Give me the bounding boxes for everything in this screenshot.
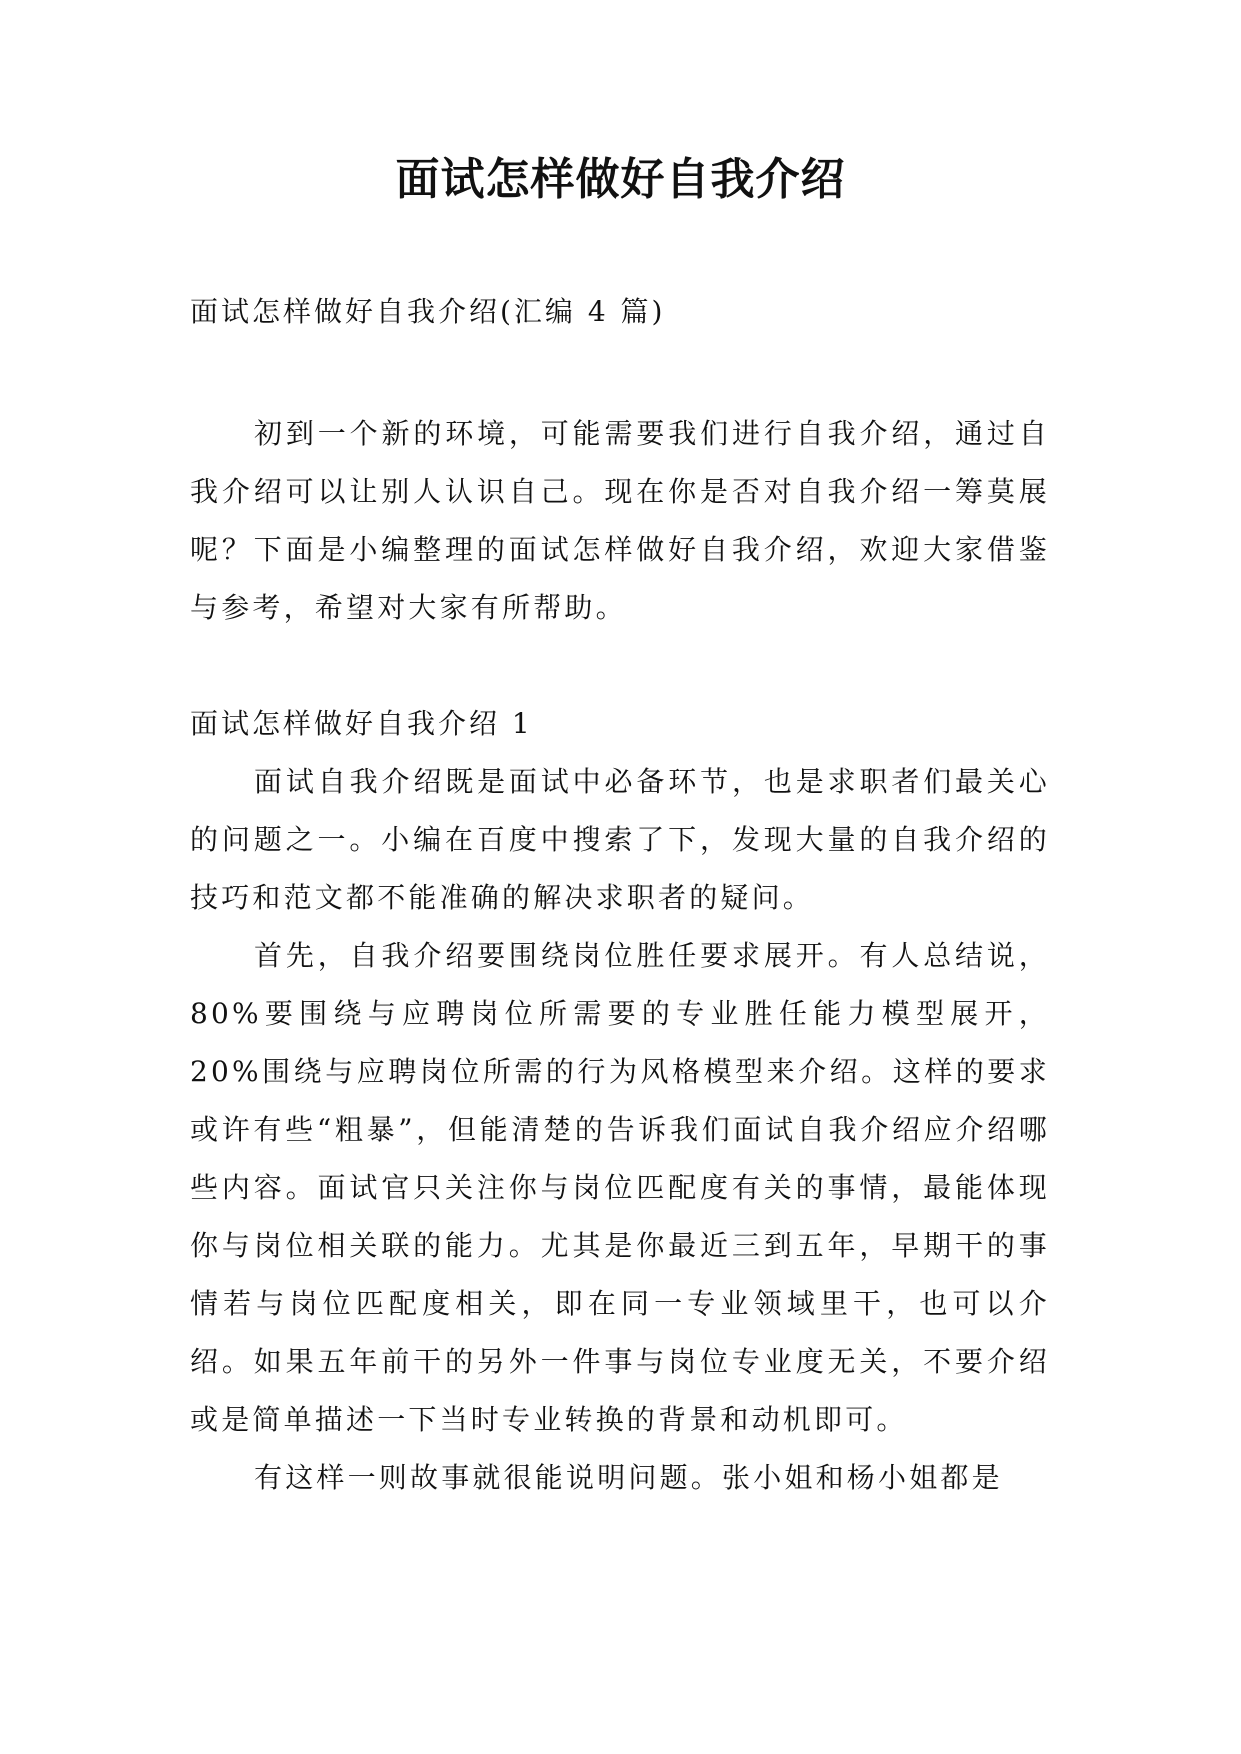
section-1-heading: 面试怎样做好自我介绍 1 [190, 707, 533, 740]
document-title: 面试怎样做好自我介绍 [395, 154, 846, 205]
section-1-paragraph-2: 首先，自我介绍要围绕岗位胜任要求展开。有人总结说，80%要围绕与应聘岗位所需要的专业胜任能力模型展开，20%围绕与应聘岗位所需的行为风格模型来介绍。这样的要求或许有些“粗暴”，但能清楚的告诉我们面试自我介绍应介绍哪些内容。面试官只关注你与岗位匹配度有关的事情，最能体现你与岗位相关联的能力。尤其是你最近三到五年，早期干的事情若与岗位匹配度相关，即在同一专业领域里干，也可以介绍。如果五年前干的另外一件事与岗位专业度无关，不要介绍或是简单描述一下当时专业转换的背景和动机即可。 [190, 939, 1050, 1436]
section-1-paragraph-3: 有这样一则故事就很能说明问题。张小姐和杨小姐都是 [254, 1461, 1003, 1494]
section-1 [190, 695, 1050, 1507]
intro-block [190, 405, 1050, 637]
intro-paragraph: 初到一个新的环境，可能需要我们进行自我介绍，通过自我介绍可以让别人认识自己。现在你是否对自我介绍一筹莫展呢？下面是小编整理的面试怎样做好自我介绍，欢迎大家借鉴与参考，希望对大家有所帮助。 [190, 417, 1050, 624]
document-subtitle: 面试怎样做好自我介绍(汇编 4 篇) [190, 295, 666, 328]
section-1-paragraph-1: 面试自我介绍既是面试中必备环节，也是求职者们最关心的问题之一。小编在百度中搜索了下，发现大量的自我介绍的技巧和范文都不能准确的解决求职者的疑问。 [190, 765, 1050, 914]
